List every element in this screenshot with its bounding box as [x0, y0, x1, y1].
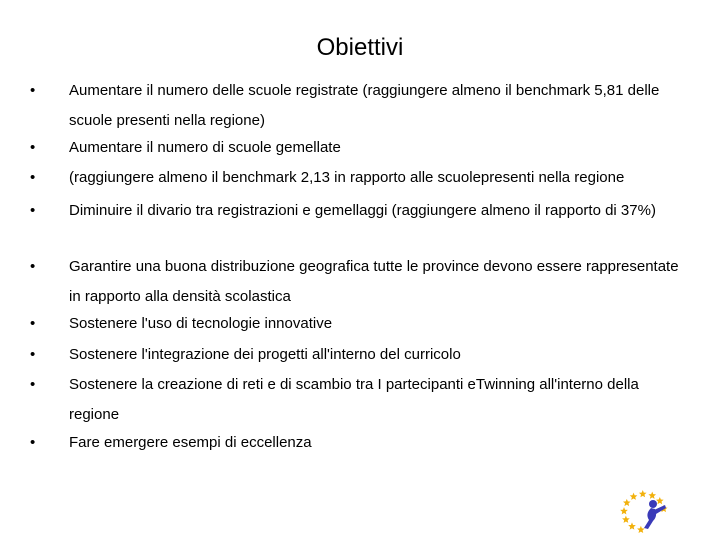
logo-star: [648, 492, 656, 499]
bullet-text: Aumentare il numero di scuole gemellate: [69, 139, 341, 156]
logo-stars: [620, 490, 667, 533]
logo-star: [630, 493, 638, 500]
bullet-marker: •: [30, 139, 36, 156]
bullet-marker: •: [30, 376, 36, 393]
etwinning-logo-icon: [618, 488, 674, 534]
bullet-marker: •: [30, 346, 36, 363]
bullet-text: Diminuire il divario tra registrazioni e gemellaggi (raggiungere almeno il rapporto di 37%): [69, 202, 656, 219]
slide-title: Obiettivi: [316, 34, 404, 61]
bullet-text: Garantire una buona distribuzione geografica tutte le province devono essere rappresentate in rapporto alla densità scolastica: [69, 258, 679, 305]
bullet-marker: •: [30, 82, 36, 99]
bullet-text: Sostenere la creazione di reti e di scambio tra I partecipanti eTwinning all'interno della regione: [69, 376, 639, 423]
bullet-marker: •: [30, 202, 36, 219]
bullet-marker: •: [30, 169, 36, 186]
bullet-text: Sostenere l'integrazione dei progetti all'interno del curricolo: [69, 346, 461, 363]
logo-star: [628, 522, 636, 529]
logo-star: [623, 499, 631, 506]
bullet-text: (raggiungere almeno il benchmark 2,13 in rapporto alle scuolepresenti nella regione: [69, 169, 625, 186]
bullet-text: Sostenere l'uso di tecnologie innovative: [69, 315, 333, 332]
bullet-marker: •: [30, 258, 36, 275]
bullet-marker: •: [30, 434, 36, 451]
logo-star: [637, 526, 645, 533]
logo-star: [620, 507, 628, 514]
logo-star: [656, 497, 664, 504]
logo-star: [622, 516, 630, 523]
bullet-text: Fare emergere esempi di eccellenza: [69, 434, 312, 451]
bullet-text: Aumentare il numero delle scuole registrate (raggiungere almeno il benchmark 5,81 delle scuole presenti nella regione): [69, 82, 660, 129]
logo-star: [639, 490, 647, 497]
bullet-marker: •: [30, 315, 36, 332]
logo-figure: [644, 500, 666, 529]
